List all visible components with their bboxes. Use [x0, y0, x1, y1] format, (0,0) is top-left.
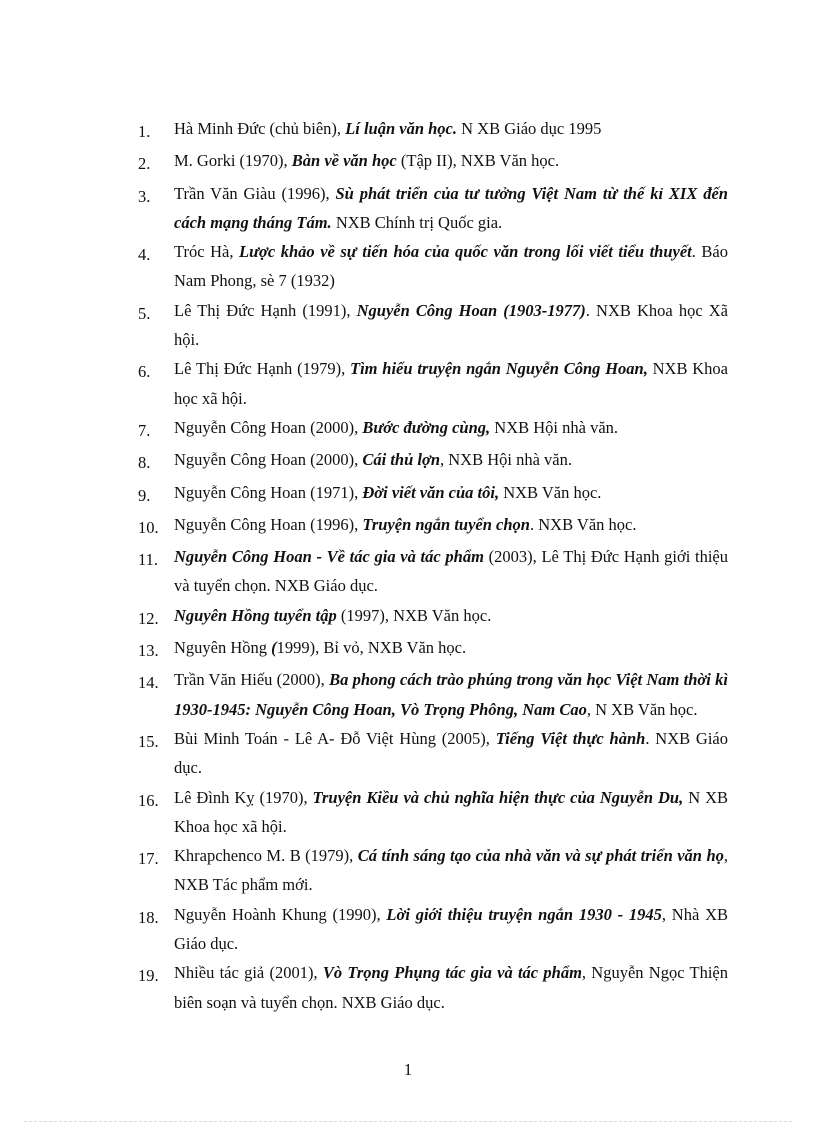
reference-item: [138, 724, 728, 783]
reference-text: [174, 413, 728, 445]
reference-detail: Khrapchenco M. B (1979),: [174, 846, 358, 866]
reference-detail: . NXB Giáo dục.: [174, 728, 729, 778]
reference-title: Nguyên Hồng tuyển tập: [174, 605, 337, 625]
reference-item: [138, 900, 728, 959]
reference-detail: , Nguyễn Ngọc Thiện biên soạn và tuyển chọn. NXB Giáo dục.: [174, 963, 728, 1012]
reference-number: 4.: [138, 245, 151, 265]
reference-number: 14.: [138, 673, 159, 693]
reference-number: 17.: [138, 849, 159, 869]
reference-title: Ba phong cách trào phúng trong văn học Việt Nam thời kì 1930-1945: Nguyễn Công Hoan, Vò Trọng Phông, Nam Cao: [174, 670, 728, 719]
reference-text: [174, 179, 728, 238]
reference-text: [174, 665, 728, 724]
reference-text: [174, 114, 728, 146]
reference-item: [138, 296, 728, 355]
reference-detail: Nguyễn Công Hoan (1996),: [174, 514, 363, 534]
reference-text: [174, 783, 728, 842]
reference-item: [138, 179, 728, 238]
reference-title: Cái thủ lợn: [362, 450, 441, 470]
reference-number: 5.: [138, 303, 151, 323]
reference-detail: , N XB Văn học.: [586, 699, 698, 719]
reference-number: 3.: [138, 186, 151, 206]
reference-item: [138, 633, 728, 665]
reference-item: [138, 601, 728, 633]
reference-detail: Nguyễn Hoành Khung (1990),: [174, 904, 387, 924]
reference-item: [138, 958, 728, 1017]
reference-number: 16.: [138, 790, 159, 810]
reference-number: 12.: [138, 608, 159, 628]
reference-item: [138, 354, 728, 413]
reference-detail: Trần Văn Hiếu (2000),: [174, 670, 330, 690]
reference-detail: Nguyễn Công Hoan (2000),: [174, 450, 363, 470]
reference-text: [174, 510, 728, 542]
reference-title: Lời giới thiệu truyện ngắn 1930 - 1945: [386, 904, 662, 924]
reference-title: Bước đường cùng,: [362, 417, 491, 437]
reference-item: [138, 146, 728, 178]
reference-detail: Nguyên Hồng: [174, 638, 272, 658]
reference-detail: NXB Hội nhà văn.: [490, 417, 619, 437]
page-bottom-divider: [24, 1121, 792, 1122]
reference-number: 2.: [138, 154, 151, 174]
reference-detail: (Tập II), NXB Văn học.: [396, 151, 560, 171]
reference-detail: , Nhà XB Giáo dục.: [174, 904, 728, 954]
reference-item: [138, 445, 728, 477]
reference-number: 19.: [138, 966, 159, 986]
reference-detail: Lê Thị Đức Hạnh (1979),: [174, 359, 350, 379]
reference-detail: Nguyễn Công Hoan (1971),: [174, 482, 363, 502]
reference-detail: NXB Khoa học xã hội.: [174, 359, 728, 408]
reference-text: [174, 900, 728, 959]
reference-detail: , NXB Hội nhà văn.: [440, 450, 572, 470]
reference-title: Tìm hiểu truyện ngắn Nguyễn Công Hoan,: [350, 359, 648, 379]
reference-detail: Tróc Hà,: [174, 242, 240, 262]
reference-text: [174, 542, 728, 601]
reference-title: Lí luận văn học.: [345, 119, 458, 138]
reference-number: 15.: [138, 731, 159, 751]
reference-number: 7.: [138, 420, 151, 440]
reference-title: Truyện ngắn tuyển chọn: [362, 514, 530, 534]
reference-detail: (1997), NXB Văn học.: [336, 605, 492, 625]
reference-number: 10.: [138, 517, 159, 537]
reference-title: Lược khảo về sự tiến hóa của quốc văn trong lối viết tiểu thuyết: [239, 242, 692, 262]
reference-text: [174, 633, 728, 665]
reference-text: [174, 958, 728, 1017]
reference-text: [174, 237, 728, 296]
reference-title: Bàn về văn học: [291, 151, 397, 171]
reference-text: [174, 841, 728, 900]
reference-detail: Nguyễn Công Hoan (2000),: [174, 417, 363, 437]
reference-detail: Lê Đình Kỵ (1970),: [174, 787, 313, 807]
reference-title: Nguyễn Công Hoan - Về tác gia và tác phẩm: [174, 547, 484, 567]
reference-item: [138, 237, 728, 296]
reference-text: [174, 478, 728, 510]
reference-detail: N XB Khoa học xã hội.: [174, 787, 729, 836]
reference-title: (: [271, 638, 277, 658]
reference-number: 8.: [138, 453, 151, 473]
reference-text: [174, 354, 728, 413]
reference-detail: N XB Giáo dục 1995: [457, 119, 602, 138]
reference-detail: , NXB Tác phẩm mới.: [174, 846, 729, 895]
reference-text: [174, 296, 728, 355]
reference-detail: NXB Chính trị Quốc gia.: [331, 212, 503, 232]
reference-detail: 1999), Bỉ vỏ, NXB Văn học.: [276, 638, 467, 658]
reference-text: [174, 445, 728, 477]
reference-detail: (2003), Lê Thị Đức Hạnh giới thiệu và tuyển chọn. NXB Giáo dục.: [174, 547, 728, 596]
reference-detail: Nhiều tác giả (2001),: [174, 963, 323, 983]
reference-number: 11.: [138, 550, 159, 570]
reference-detail: M. Gorki (1970),: [174, 151, 292, 171]
reference-item: [138, 413, 728, 445]
reference-item: [138, 783, 728, 842]
reference-title: Đời viết văn của tôi,: [362, 482, 500, 502]
reference-text: [174, 724, 728, 783]
reference-detail: Trần Văn Giàu (1996),: [174, 183, 336, 203]
reference-text: [174, 601, 728, 633]
reference-detail: NXB Văn học.: [499, 482, 602, 502]
reference-detail: . NXB Văn học.: [530, 514, 637, 534]
reference-number: 9.: [138, 485, 151, 505]
reference-detail: Hà Minh Đức (chủ biên),: [174, 119, 346, 138]
reference-item: [138, 114, 728, 146]
reference-list: [138, 114, 728, 1017]
reference-item: [138, 542, 728, 601]
reference-title: Cá tính sáng tạo của nhà văn và sự phát triển văn họ: [357, 846, 724, 866]
reference-title: Truyện Kiều và chủ nghĩa hiện thực của Nguyễn Du,: [312, 787, 684, 807]
reference-item: [138, 665, 728, 724]
reference-number: 13.: [138, 641, 159, 661]
reference-item: [138, 510, 728, 542]
reference-number: 6.: [138, 362, 151, 382]
reference-title: Nguyễn Công Hoan (1903-1977): [356, 300, 586, 320]
reference-title: Tiếng Việt thực hành: [495, 728, 646, 748]
reference-title: Vò Trọng Phụng tác gia và tác phẩm: [322, 963, 582, 983]
reference-item: [138, 841, 728, 900]
reference-title: Sù phát triển của tư tưởng Việt Nam từ thế kỉ XIX đến cách mạng tháng Tám.: [174, 183, 728, 232]
reference-detail: . Báo Nam Phong, sè 7 (1932): [174, 242, 728, 291]
reference-number: 18.: [138, 907, 159, 927]
page-number: 1: [403, 1060, 413, 1079]
reference-text: [174, 146, 728, 178]
reference-item: [138, 478, 728, 510]
reference-number: 1.: [138, 122, 151, 141]
reference-detail: Bùi Minh Toán - Lê A- Đỗ Việt Hùng (2005),: [174, 728, 496, 748]
reference-detail: Lê Thị Đức Hạnh (1991),: [174, 300, 357, 320]
reference-detail: . NXB Khoa học Xã hội.: [174, 300, 729, 350]
